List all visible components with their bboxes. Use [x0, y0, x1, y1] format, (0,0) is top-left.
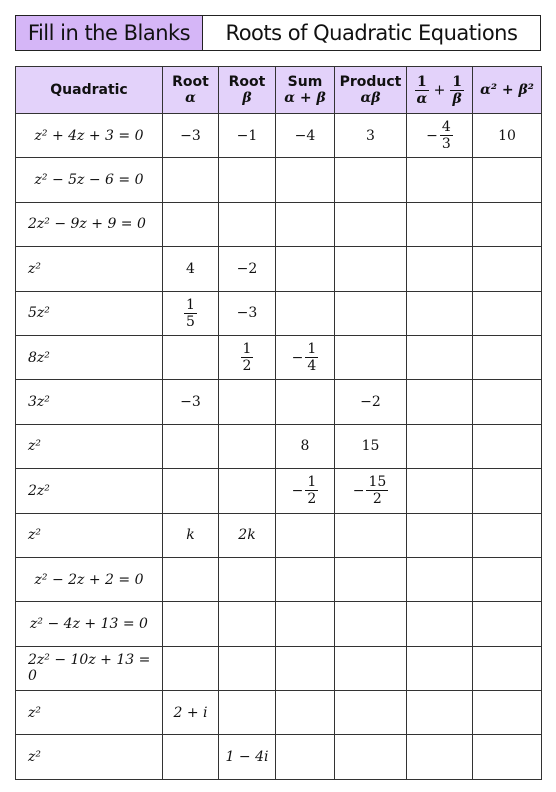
cell-alpha[interactable]: $\frac{1}{5}$	[163, 291, 219, 335]
table-row	[16, 291, 542, 335]
col-header-root-beta: Root β	[219, 67, 276, 114]
cell-product[interactable]	[335, 735, 407, 779]
table-row	[16, 158, 542, 202]
table-row	[16, 202, 542, 246]
cell-beta[interactable]: −1	[219, 114, 276, 158]
col-header-sum: Sum α + β	[276, 67, 335, 114]
cell-sum[interactable]	[276, 202, 335, 246]
cell-alpha[interactable]	[163, 469, 219, 513]
cell-squares[interactable]	[473, 646, 542, 690]
cell-sum[interactable]	[276, 646, 335, 690]
col-header-sum-of-squares: α² + β²	[473, 67, 542, 114]
cell-sum[interactable]	[276, 380, 335, 424]
cell-alpha[interactable]	[163, 335, 219, 379]
cell-squares[interactable]	[473, 158, 542, 202]
cell-alpha[interactable]	[163, 202, 219, 246]
cell-product[interactable]	[335, 602, 407, 646]
cell-sum[interactable]: − $\frac{1}{2}$	[276, 469, 335, 513]
cell-squares[interactable]	[473, 735, 542, 779]
cell-quadratic: 5z²	[16, 291, 163, 335]
cell-quadratic: z²	[16, 691, 163, 735]
cell-beta[interactable]	[219, 691, 276, 735]
cell-beta[interactable]	[219, 557, 276, 601]
cell-alpha[interactable]: k	[163, 513, 219, 557]
cell-sum[interactable]: 8	[276, 424, 335, 468]
cell-recip[interactable]	[407, 602, 473, 646]
cell-product[interactable]: − $\frac{15}{2}$	[335, 469, 407, 513]
cell-product[interactable]	[335, 646, 407, 690]
cell-sum[interactable]	[276, 513, 335, 557]
table-row	[16, 469, 542, 513]
cell-alpha[interactable]: −3	[163, 114, 219, 158]
cell-beta[interactable]	[219, 202, 276, 246]
cell-squares[interactable]	[473, 335, 542, 379]
cell-recip[interactable]	[407, 469, 473, 513]
cell-squares[interactable]	[473, 691, 542, 735]
cell-sum[interactable]: − $\frac{1}{4}$	[276, 335, 335, 379]
cell-sum[interactable]	[276, 602, 335, 646]
cell-beta[interactable]	[219, 158, 276, 202]
cell-product[interactable]: −2	[335, 380, 407, 424]
cell-quadratic: 2z² − 10z + 13 = 0	[16, 646, 163, 690]
table-row	[16, 602, 542, 646]
cell-squares[interactable]	[473, 247, 542, 291]
cell-product[interactable]	[335, 557, 407, 601]
cell-beta[interactable]	[219, 469, 276, 513]
cell-quadratic: z²	[16, 424, 163, 468]
cell-squares[interactable]	[473, 291, 542, 335]
cell-beta[interactable]: 2k	[219, 513, 276, 557]
cell-recip[interactable]	[407, 557, 473, 601]
cell-recip[interactable]	[407, 158, 473, 202]
cell-alpha[interactable]	[163, 158, 219, 202]
cell-alpha[interactable]: 4	[163, 247, 219, 291]
table-row	[16, 557, 542, 601]
cell-product[interactable]	[335, 247, 407, 291]
col-header-reciprocal-sum: $\frac{1}{\alpha}$ + $\frac{1}{\beta}$	[407, 67, 473, 114]
cell-product[interactable]	[335, 158, 407, 202]
cell-recip[interactable]	[407, 335, 473, 379]
table-row	[16, 380, 542, 424]
cell-alpha[interactable]	[163, 424, 219, 468]
cell-quadratic: z² − 2z + 2 = 0	[16, 557, 163, 601]
cell-recip[interactable]	[407, 513, 473, 557]
cell-quadratic: z² − 5z − 6 = 0	[16, 158, 163, 202]
cell-beta[interactable]: −2	[219, 247, 276, 291]
cell-recip[interactable]	[407, 202, 473, 246]
cell-quadratic: 2z² − 9z + 9 = 0	[16, 202, 163, 246]
cell-quadratic: 3z²	[16, 380, 163, 424]
cell-product[interactable]: 15	[335, 424, 407, 468]
col-header-quadratic: Quadratic	[16, 67, 163, 114]
cell-beta[interactable]	[219, 646, 276, 690]
table-row	[16, 735, 542, 779]
cell-quadratic: z²	[16, 513, 163, 557]
cell-alpha[interactable]	[163, 646, 219, 690]
cell-alpha[interactable]	[163, 557, 219, 601]
worksheet-tag-text: Fill in the Blanks	[27, 21, 191, 45]
worksheet-title-text: Roots of Quadratic Equations	[225, 21, 518, 45]
cell-recip[interactable]	[407, 691, 473, 735]
table-row	[16, 424, 542, 468]
cell-quadratic: z² − 4z + 13 = 0	[16, 602, 163, 646]
cell-quadratic: z² + 4z + 3 = 0	[16, 114, 163, 158]
cell-squares[interactable]	[473, 602, 542, 646]
cell-squares[interactable]	[473, 424, 542, 468]
cell-alpha[interactable]	[163, 735, 219, 779]
cell-recip[interactable]	[407, 247, 473, 291]
cell-alpha[interactable]	[163, 602, 219, 646]
cell-squares[interactable]	[473, 557, 542, 601]
cell-sum[interactable]	[276, 735, 335, 779]
cell-product[interactable]: 3	[335, 114, 407, 158]
cell-squares[interactable]	[473, 469, 542, 513]
cell-beta[interactable]: 1 − 4i	[219, 735, 276, 779]
cell-squares[interactable]: 10	[473, 114, 542, 158]
cell-sum[interactable]	[276, 691, 335, 735]
cell-squares[interactable]	[473, 380, 542, 424]
cell-quadratic: z²	[16, 735, 163, 779]
cell-quadratic: 8z²	[16, 335, 163, 379]
table-row	[16, 646, 542, 690]
table-row	[16, 335, 542, 379]
cell-product[interactable]	[335, 202, 407, 246]
cell-beta[interactable]	[219, 424, 276, 468]
cell-quadratic: 2z²	[16, 469, 163, 513]
table-row	[16, 691, 542, 735]
cell-squares[interactable]	[473, 513, 542, 557]
col-header-root-alpha: Root α	[163, 67, 219, 114]
roots-table	[15, 66, 542, 780]
table-row	[16, 247, 542, 291]
table-row	[16, 114, 542, 158]
cell-beta[interactable]: $\frac{1}{2}$	[219, 335, 276, 379]
cell-squares[interactable]	[473, 202, 542, 246]
cell-recip[interactable]	[407, 735, 473, 779]
cell-sum[interactable]	[276, 247, 335, 291]
table-header-row	[16, 67, 542, 114]
cell-recip[interactable]	[407, 291, 473, 335]
worksheet-title	[203, 15, 541, 51]
cell-product[interactable]	[335, 513, 407, 557]
col-header-product: Product αβ	[335, 67, 407, 114]
cell-recip[interactable]	[407, 424, 473, 468]
cell-beta[interactable]: −3	[219, 291, 276, 335]
cell-beta[interactable]	[219, 380, 276, 424]
cell-alpha[interactable]: 2 + i	[163, 691, 219, 735]
cell-beta[interactable]	[219, 602, 276, 646]
cell-sum[interactable]	[276, 557, 335, 601]
cell-sum[interactable]	[276, 158, 335, 202]
cell-alpha[interactable]: −3	[163, 380, 219, 424]
cell-recip[interactable]	[407, 380, 473, 424]
cell-sum[interactable]	[276, 291, 335, 335]
cell-product[interactable]	[335, 691, 407, 735]
table-row	[16, 513, 542, 557]
cell-sum[interactable]: −4	[276, 114, 335, 158]
cell-quadratic: z²	[16, 247, 163, 291]
cell-recip[interactable]	[407, 646, 473, 690]
cell-product[interactable]	[335, 291, 407, 335]
cell-product[interactable]	[335, 335, 407, 379]
cell-recip[interactable]: − $\frac{4}{3}$	[407, 114, 473, 158]
worksheet-tag	[15, 15, 203, 51]
